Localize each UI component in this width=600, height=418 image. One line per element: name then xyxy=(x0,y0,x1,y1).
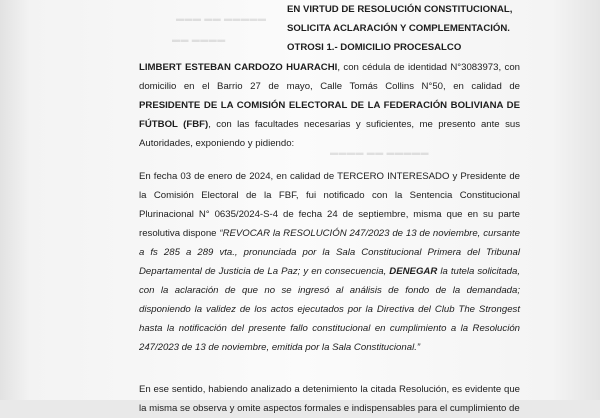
resolution-quote-2: la tutela solicitada, con la aclaración de que no se ingresó al análisis de fondo de la demandada; disponiendo la validez de los actos ejecutados por la Directiva del Club The Strongest hasta la notificación del presente fallo constitucional en cumplimiento a la Resolución 247/2023 de 13 de noviembre, emitida por la Sala Constitucional.” xyxy=(139,266,520,353)
intro-text-2: , con las facultades necesarias y suficientes, me presento ante sus Autoridades, exponiendo y pidiendo: xyxy=(139,119,520,149)
resolution-quote-bold: DENEGAR xyxy=(389,266,438,277)
document-heading xyxy=(287,0,512,57)
heading-line-2: SOLICITA ACLARACIÓN Y COMPLEMENTACIÓN. xyxy=(287,23,510,34)
intro-paragraph xyxy=(139,58,520,153)
bleed-through-text: ▬▬▬▬ ▬▬ ▬▬▬▬▬ xyxy=(330,148,429,157)
applicant-name: LIMBERT ESTEBAN CARDOZO HUARACHI xyxy=(139,62,338,73)
resolution-quote-1: “REVOCAR la RESOLUCIÓN 247/2023 de 13 de noviembre, cursante a fs 285 a 289 vta., pronunciada por la Sala Constitucional Primera del Tribunal Departamental de Justicia de La Paz; y en consecuencia, xyxy=(139,228,520,277)
paragraph-notification xyxy=(139,167,520,357)
bleed-through-text: ▬▬ ▬▬▬▬ xyxy=(172,35,226,44)
paragraph-analysis xyxy=(139,380,520,418)
intro-text-1: , con cédula de identidad N°3083973, con domicilio en el Barrio 27 de mayo, Calle Tomás Collins N°50, en calidad de xyxy=(139,62,520,92)
heading-line-1: EN VIRTUD DE RESOLUCIÓN CONSTITUCIONAL, xyxy=(287,4,513,15)
para2-text: En fecha 03 de enero de 2024, en calidad de TERCERO INTERESADO y Presidente de la Comisión Electoral de la FBF, fui notificado con la Sentencia Constitucional Plurinacional N° 0635/2024-S-4 de fecha 24 de septiembre, misma que en su parte resolutiva dispone xyxy=(139,171,520,239)
heading-line-3: OTROSI 1.- DOMICILIO PROCESALCO xyxy=(287,42,462,53)
bleed-through-text: ▬▬▬ ▬▬ ▬▬▬▬▬ xyxy=(176,14,267,23)
para3-text: En ese sentido, habiendo analizado a detenimiento la citada Resolución, es evidente que la misma se observa y omite aspectos formales e indispensables para el cumplimiento de xyxy=(139,384,520,414)
applicant-title: PRESIDENTE DE LA COMISIÓN ELECTORAL DE LA FEDERACIÓN BOLIVIANA DE FÚTBOL (FBF) xyxy=(139,100,520,130)
